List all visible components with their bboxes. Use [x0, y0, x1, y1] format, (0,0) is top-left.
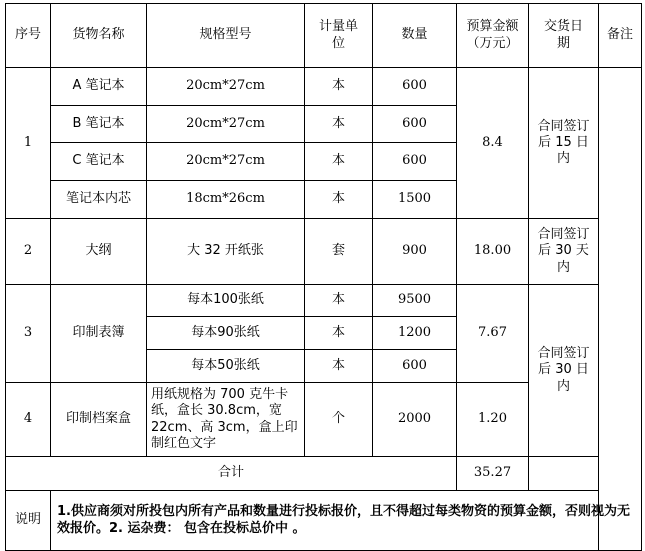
total-delivery-empty [529, 457, 599, 491]
remark-cell [599, 68, 642, 551]
item-unit: 本 [305, 350, 373, 383]
budget-cell: 7.67 [457, 285, 529, 383]
header-spec: 规格型号 [147, 4, 305, 68]
item-spec: 20cm*27cm [147, 106, 305, 143]
header-budget: 预算金额（万元） [457, 4, 529, 68]
note-text: 1.供应商须对所投包内所有产品和数量进行投标报价，且不得超过每类物资的预算金额，否则视为无效报价。2. 运杂费： 包含在投标总价中 。 [51, 491, 642, 551]
item-name: 大纲 [51, 219, 147, 285]
header-name: 货物名称 [51, 4, 147, 68]
item-qty: 900 [373, 219, 457, 285]
item-unit: 本 [305, 181, 373, 219]
item-qty: 9500 [373, 285, 457, 317]
budget-cell: 8.4 [457, 68, 529, 219]
item-spec: 18cm*26cm [147, 181, 305, 219]
item-qty: 2000 [373, 383, 457, 457]
header-row [6, 4, 642, 68]
item-spec: 20cm*27cm [147, 68, 305, 106]
delivery-cell: 合同签订后 30 日内 [529, 285, 599, 457]
item-qty: 600 [373, 350, 457, 383]
item-name: 印制表簿 [51, 285, 147, 383]
item-qty: 600 [373, 106, 457, 143]
item-qty: 600 [373, 143, 457, 181]
item-spec: 用纸规格为 700 克牛卡纸，盒长 30.8cm，宽 22cm、高 3cm，盒上印制红色文字 [147, 383, 305, 457]
item-unit: 本 [305, 106, 373, 143]
table-row [6, 219, 642, 285]
table-row [6, 68, 642, 106]
delivery-cell: 合同签订后 30 天内 [529, 219, 599, 285]
item-unit: 本 [305, 68, 373, 106]
total-value: 35.27 [457, 457, 529, 491]
item-name: 印制档案盒 [51, 383, 147, 457]
item-spec: 大 32 开纸张 [147, 219, 305, 285]
seq-cell: 3 [6, 285, 51, 383]
seq-cell: 1 [6, 68, 51, 219]
item-unit: 个 [305, 383, 373, 457]
item-unit: 本 [305, 317, 373, 350]
item-qty: 1200 [373, 317, 457, 350]
item-unit: 本 [305, 285, 373, 317]
item-unit: 套 [305, 219, 373, 285]
item-name: A 笔记本 [51, 68, 147, 106]
header-seq: 序号 [6, 4, 51, 68]
item-qty: 1500 [373, 181, 457, 219]
header-unit: 计量单位 [305, 4, 373, 68]
item-spec: 每本50张纸 [147, 350, 305, 383]
item-qty: 600 [373, 68, 457, 106]
total-label: 合计 [6, 457, 457, 491]
budget-cell: 1.20 [457, 383, 529, 457]
item-spec: 20cm*27cm [147, 143, 305, 181]
budget-cell: 18.00 [457, 219, 529, 285]
item-name: 笔记本内芯 [51, 181, 147, 219]
delivery-cell: 合同签订后 15 日内 [529, 68, 599, 219]
item-spec: 每本90张纸 [147, 317, 305, 350]
header-remark: 备注 [599, 4, 642, 68]
header-delivery: 交货日期 [529, 4, 599, 68]
header-qty: 数量 [373, 4, 457, 68]
seq-cell: 4 [6, 383, 51, 457]
seq-cell: 2 [6, 219, 51, 285]
note-label: 说明 [6, 491, 51, 551]
item-name: C 笔记本 [51, 143, 147, 181]
item-name: B 笔记本 [51, 106, 147, 143]
item-spec: 每本100张纸 [147, 285, 305, 317]
note-row [6, 491, 642, 551]
total-row [6, 457, 642, 491]
table-row [6, 285, 642, 317]
item-unit: 本 [305, 143, 373, 181]
procurement-table [5, 3, 642, 551]
